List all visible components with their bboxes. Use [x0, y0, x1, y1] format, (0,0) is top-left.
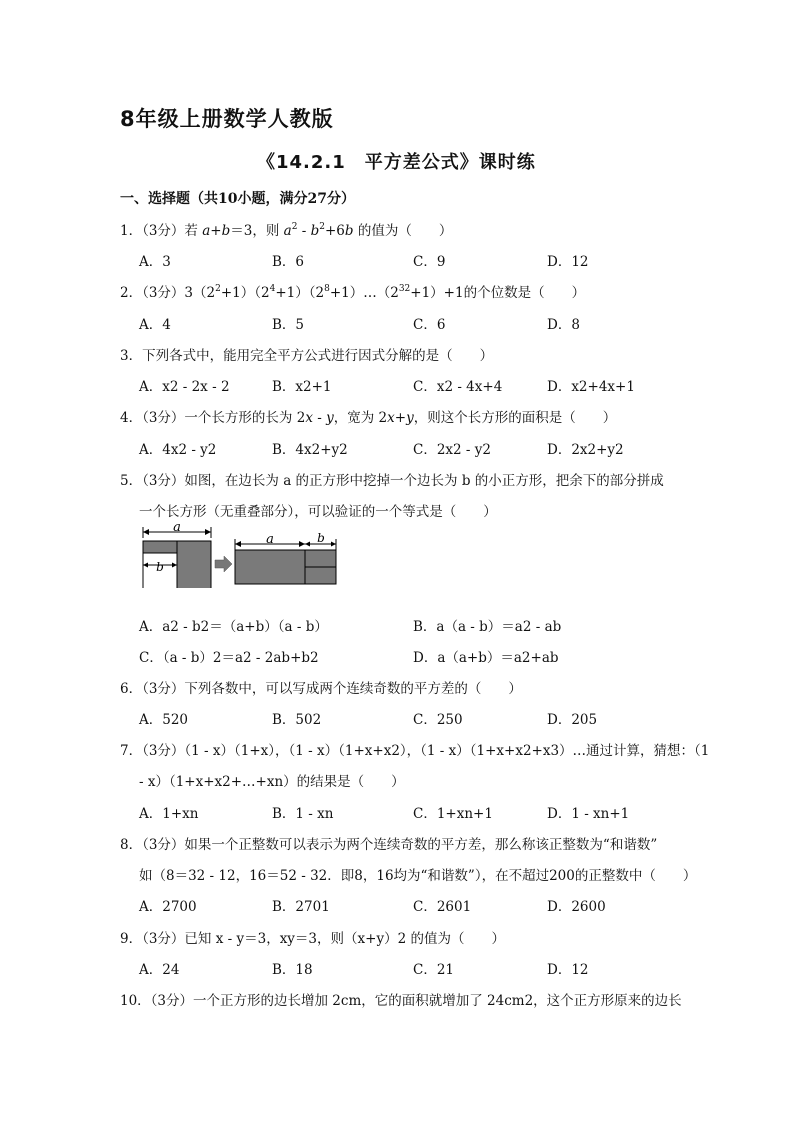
question-4-option-a: A．4x2 - y2	[139, 442, 217, 458]
question-9-option-b: B．18	[272, 962, 313, 978]
label-a-left: a	[173, 522, 181, 535]
question-7-stem-line1: 7．（3分）（1 - x）（1+x），（1 - x）（1+x+x2），（1 - x）（1+x+x2+x3）…通过计算，猜想：（1	[120, 743, 710, 759]
question-8-option-d: D．2600	[547, 899, 606, 915]
question-4-option-c: C．2x2 - y2	[413, 442, 491, 458]
question-8-stem-line1: 8．（3分）如果一个正整数可以表示为两个连续奇数的平方差，那么称该正整数为“和谐数”	[120, 837, 658, 853]
question-6-option-a: A．520	[139, 712, 189, 728]
question-4-option-b: B．4x2+y2	[272, 442, 348, 458]
question-1-stem: 1．（3分）若 a+b＝3，则 $a^2 - b^2+6b$ 的值为（ ）	[120, 222, 453, 239]
question-6-stem: 6．（3分）下列各数中，可以写成两个连续奇数的平方差的（ ）	[120, 681, 522, 697]
question-6-option-b: B．502	[272, 712, 322, 728]
question-7-option-c: C．1+xn+1	[413, 806, 493, 822]
question-8-option-c: C．2601	[413, 899, 472, 915]
question-2-stem: 2．（3分）$3(2^2+1)(2^4+1)(2^8+1)\dots(2^{32}+1)+1$的个位数是（ ）	[120, 284, 586, 301]
question-7-option-b: B．1 - xn	[272, 806, 334, 822]
question-2-option-b: B．5	[272, 317, 305, 333]
square-rectangle-figure	[140, 522, 340, 588]
question-1-option-b: B．6	[272, 254, 305, 270]
question-8-stem-line2: 如（8＝32 - 12，16＝52 - 32．即8，16均为“和谐数”），在不超过200的正整数中（ ）	[139, 868, 697, 884]
question-7-option-d: D．1 - xn+1	[547, 806, 630, 822]
label-b-left: b	[156, 560, 164, 574]
question-9-option-c: C．21	[413, 962, 455, 978]
question-7-stem-line2: - x）（1+x+x2+…+xn）的结果是（ ）	[139, 774, 405, 790]
question-9-option-d: D．12	[547, 962, 589, 978]
question-2-option-c: C．6	[413, 317, 446, 333]
question-7-option-a: A．1+xn	[139, 806, 199, 822]
label-a-right: a	[266, 532, 274, 547]
question-5-option-b: B．a（a - b）＝a2 - ab	[413, 619, 562, 635]
question-6-option-d: D．205	[547, 712, 598, 728]
question-3-option-b: B．x2+1	[272, 379, 332, 395]
grade-title: 8年级上册数学人教版	[120, 107, 334, 131]
question-2-option-d: D．8	[547, 317, 580, 333]
transform-arrow	[215, 556, 232, 572]
question-9-stem: 9．（3分）已知 x - y＝3，xy＝3，则（x+y）2 的值为（ ）	[120, 931, 505, 947]
question-9-option-a: A．24	[139, 962, 180, 978]
question-8-option-a: A．2700	[139, 899, 197, 915]
question-3-option-c: C．x2 - 4x+4	[413, 379, 503, 395]
question-6-option-c: C．250	[413, 712, 463, 728]
question-5-option-d: D．a（a+b）＝a2+ab	[413, 650, 559, 666]
question-5-option-c: C．（a - b）2＝a2 - 2ab+b2	[139, 650, 319, 666]
question-5-stem-line2: 一个长方形（无重叠部分），可以验证的一个等式是（ ）	[139, 504, 497, 520]
label-b-right: b	[317, 531, 325, 545]
question-5-stem-line1: 5．（3分）如图，在边长为 a 的正方形中挖掉一个边长为 b 的小正方形，把余下的部分拼成	[120, 473, 664, 489]
question-4-stem: 4．（3分）一个长方形的长为 2x - y，宽为 2x+y，则这个长方形的面积是（ ）	[120, 410, 617, 426]
question-4-option-d: D．2x2+y2	[547, 442, 624, 458]
question-3-option-a: A．x2 - 2x - 2	[139, 379, 230, 395]
question-3-option-d: D．x2+4x+1	[547, 379, 635, 395]
question-1-option-a: A．3	[139, 254, 171, 270]
question-1-option-c: C．9	[413, 254, 446, 270]
question-3-stem: 3．下列各式中，能用完全平方公式进行因式分解的是（ ）	[120, 348, 494, 364]
question-1-option-d: D．12	[547, 254, 589, 270]
section-title: 一、选择题（共10小题，满分27分）	[120, 191, 355, 207]
lesson-title: 《14.2.1 平方差公式》课时练	[257, 152, 536, 173]
question-5-option-a: A．a2 - b2＝（a+b）（a - b）	[139, 619, 328, 635]
question-2-option-a: A．4	[139, 317, 171, 333]
question-8-option-b: B．2701	[272, 899, 330, 915]
question-10-stem: 10．（3分）一个正方形的边长增加 2cm，它的面积就增加了 24cm2，这个正方形原来的边长	[120, 993, 682, 1009]
